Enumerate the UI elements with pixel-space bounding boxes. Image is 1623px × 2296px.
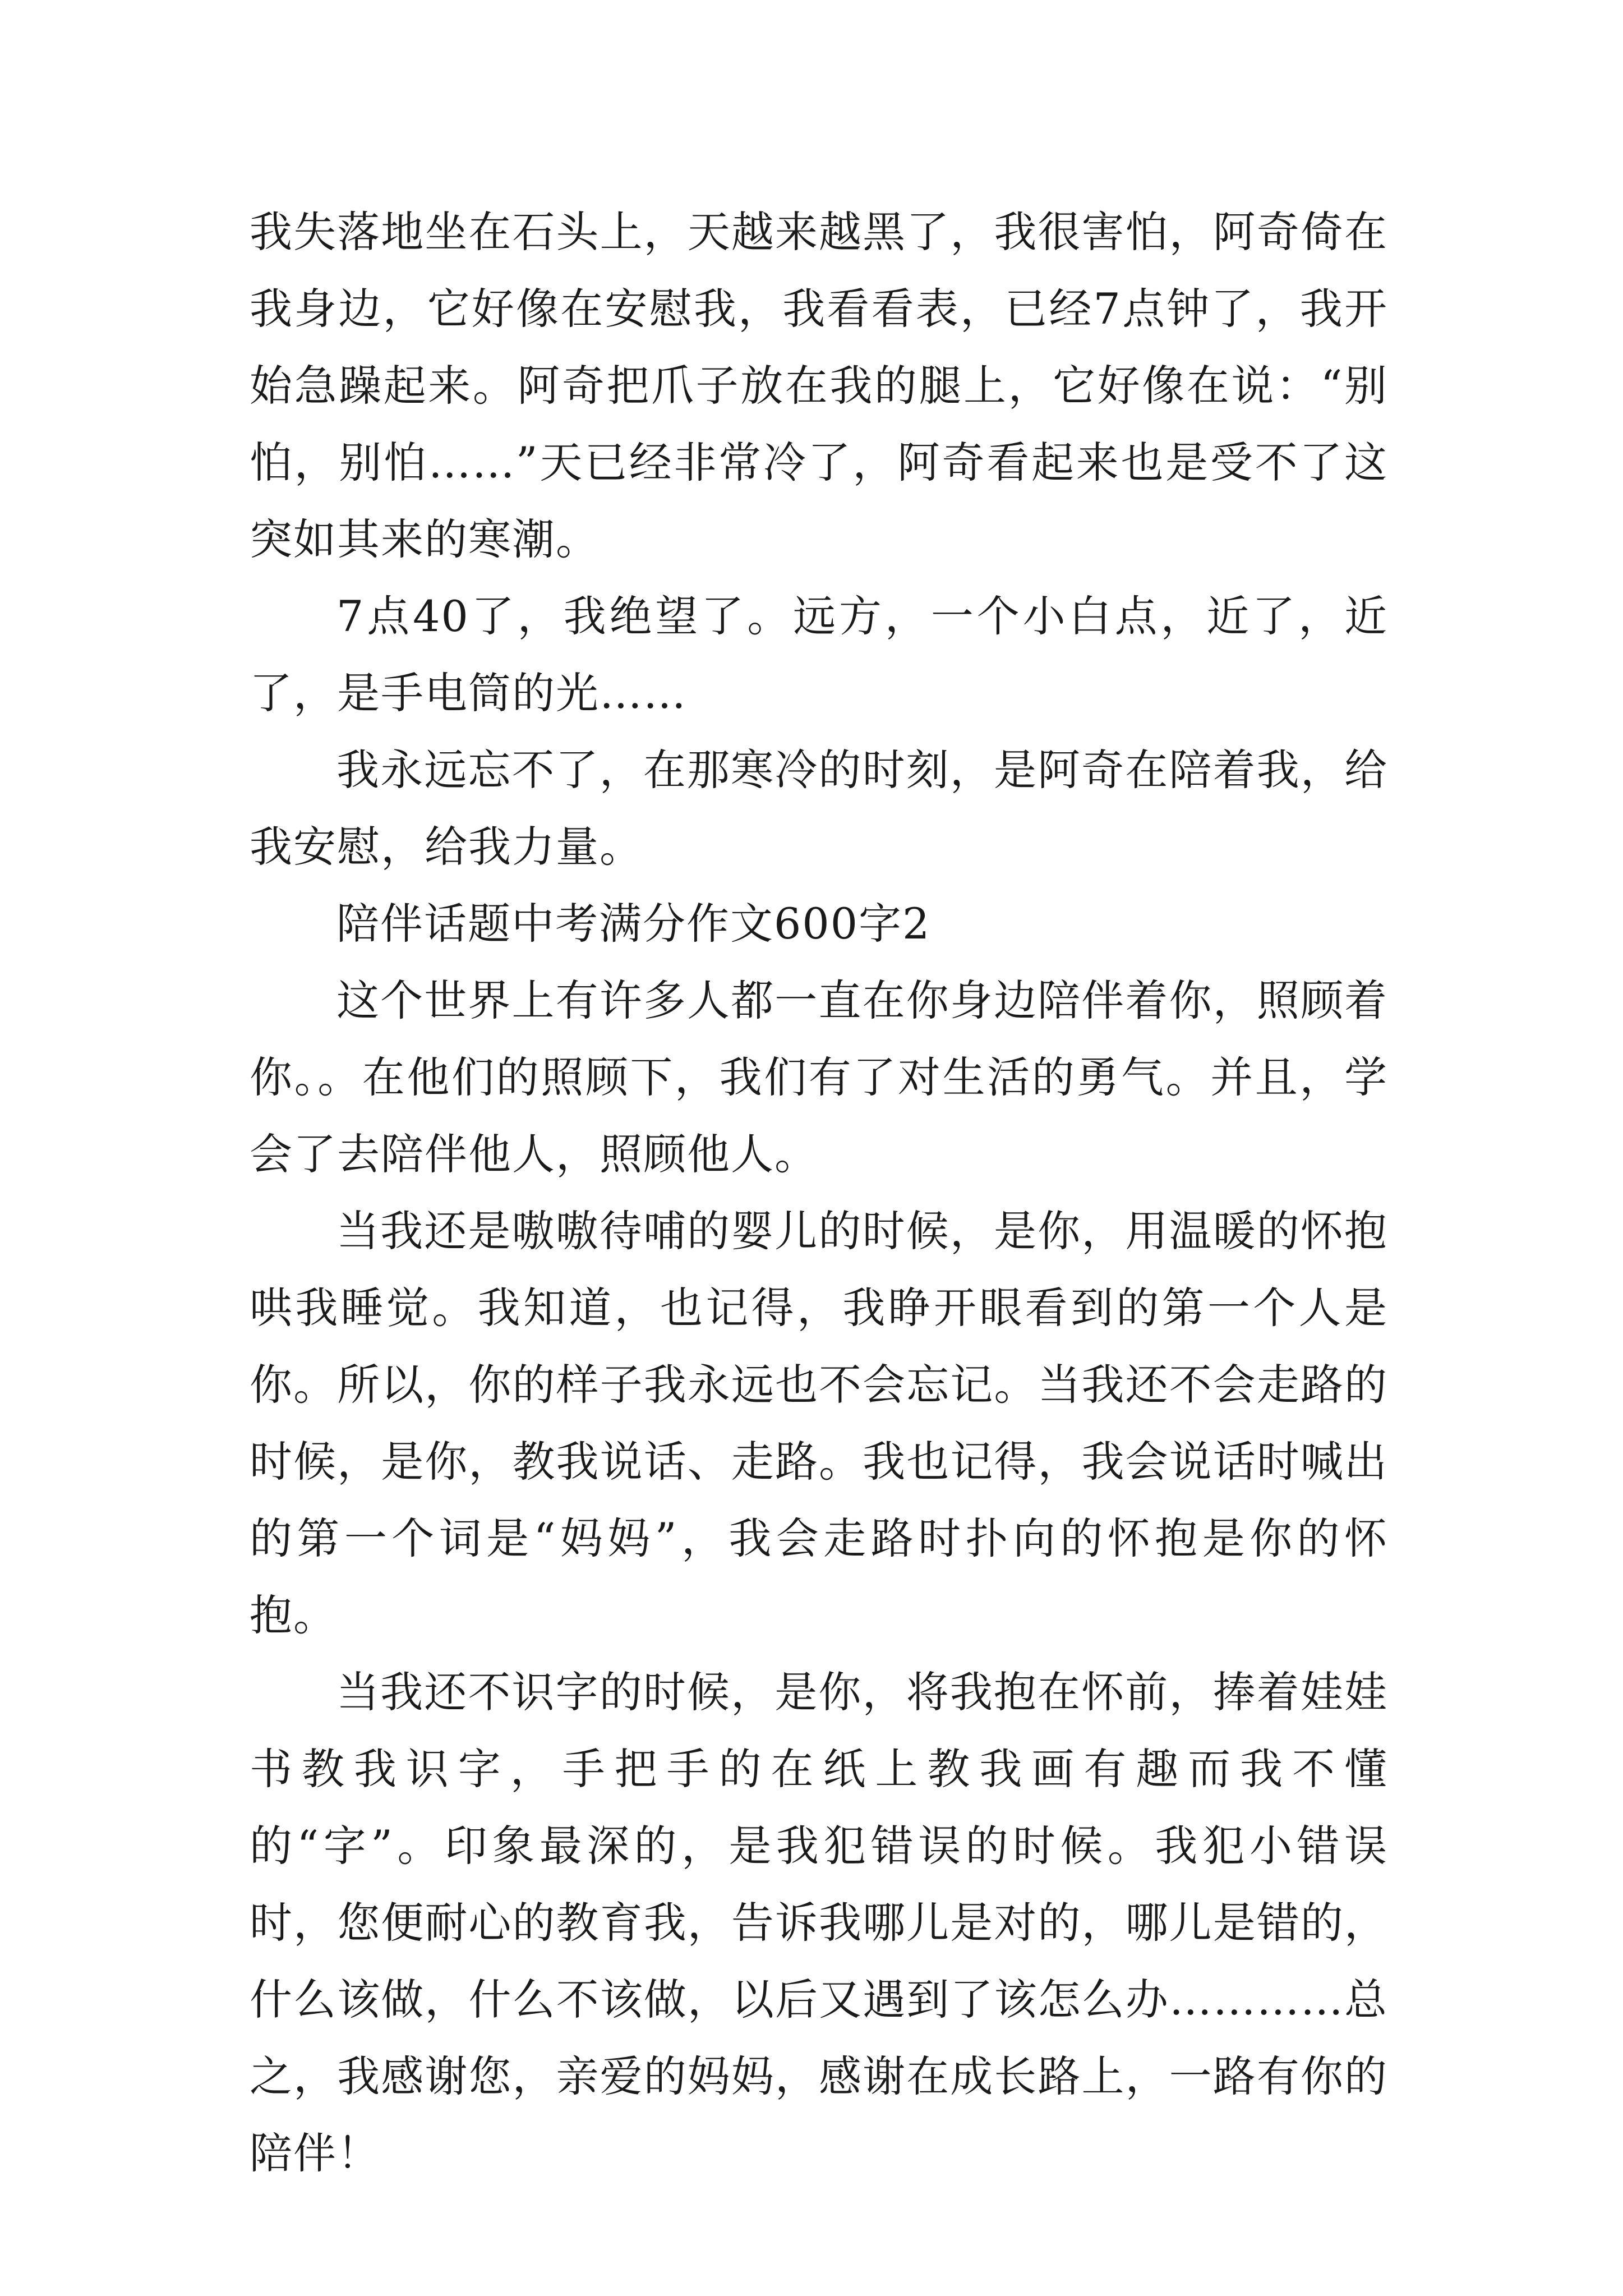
paragraph-3: 我永远忘不了，在那寒冷的时刻，是阿奇在陪着我，给我安慰，给我力量。	[250, 745, 1388, 872]
document-body	[250, 194, 1388, 2192]
paragraph-5: 当我还是嗷嗷待哺的婴儿的时候，是你，用温暖的怀抱哄我睡觉。我知道，也记得，我睁开眼看到的第一个人是你。所以，你的样子我永远也不会忘记。当我还不会走路的时候，是你，教我说话、走路。我也记得，我会说话时喊出的第一个词是“妈妈”，我会走路时扑向的怀抱是你的怀抱。	[250, 1206, 1388, 1640]
paragraph-1: 我失落地坐在石头上，天越来越黑了，我很害怕，阿奇倚在我身边，它好像在安慰我，我看看表，已经7点钟了，我开始急躁起来。阿奇把爪子放在我的腿上，它好像在说：“别怕，别怕……”天已经非常冷了，阿奇看起来也是受不了这突如其来的寒潮。	[250, 207, 1388, 564]
paragraph-6: 当我还不识字的时候，是你，将我抱在怀前，捧着娃娃书教我识字，手把手的在纸上教我画有趣而我不懂的“字”。印象最深的，是我犯错误的时候。我犯小错误时，您便耐心的教育我，告诉我哪儿是对的，哪儿是错的，什么该做，什么不该做，以后又遇到了该怎么办…………总之，我感谢您，亲爱的妈妈，感谢在成长路上，一路有你的陪伴！	[250, 1667, 1388, 2178]
section-title: 陪伴话题中考满分作文600字2	[336, 899, 931, 949]
paragraph-2: 7点40了，我绝望了。远方，一个小白点，近了，近了，是手电筒的光……	[250, 591, 1388, 718]
paragraph-4: 这个世界上有许多人都一直在你身边陪伴着你，照顾着你。。在他们的照顾下，我们有了对生活的勇气。并且，学会了去陪伴他人，照顾他人。	[250, 976, 1388, 1179]
